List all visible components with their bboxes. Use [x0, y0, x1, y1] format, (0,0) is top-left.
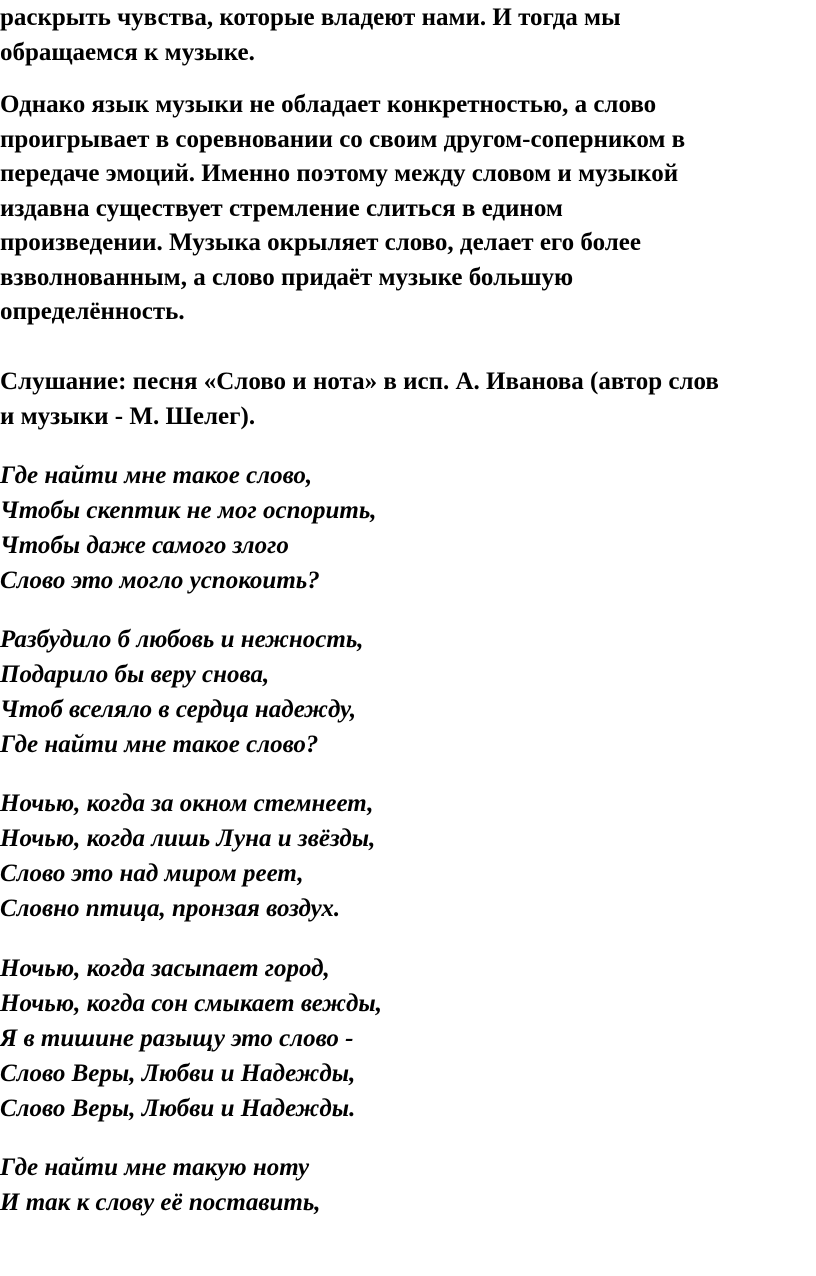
paragraph-line: издавна существует стремление слиться в едином [0, 194, 563, 222]
song-stanza-5 [0, 1150, 321, 1220]
song-stanza-2 [0, 622, 364, 762]
paragraph-line: Однако язык музыки не обладает конкретностью, а слово [0, 91, 657, 118]
verse-line: Ночью, когда сон смыкает вежды, [0, 990, 383, 1017]
verse-line: Ночью, когда лишь Луна и звёзды, [0, 825, 376, 852]
verse-line: Я в тишине разыщу это слово - [0, 1025, 354, 1052]
paragraph-line: определённость. [0, 298, 185, 325]
verse-line: Чтобы скептик не мог оспорить, [0, 497, 377, 524]
verse-line: Где найти мне такую ноту [0, 1154, 310, 1181]
paragraph-line: раскрыть чувства, которые владеют нами. И тогда мы [0, 4, 621, 31]
paragraph-line: обращаемся к музыке. [0, 38, 255, 66]
verse-line: Где найти мне такое слово, [0, 462, 313, 489]
paragraph-line: и музыки - М. Шелег). [0, 402, 256, 430]
verse-line: Подарило бы веру снова, [0, 661, 270, 688]
verse-line: Слово Веры, Любви и Надежды, [0, 1060, 356, 1087]
paragraph-language-of-music [0, 88, 685, 330]
verse-line: Словно птица, пронзая воздух. [0, 895, 341, 922]
verse-line: Слово это могло успокоить? [0, 567, 320, 594]
song-stanza-3 [0, 786, 375, 926]
verse-line: Чтоб вселяло в сердца надежду, [0, 696, 357, 723]
paragraph-line: передаче эмоций. Именно поэтому между словом и музыкой [0, 160, 679, 187]
paragraph-line: проигрывает в соревновании со своим другом-соперником в [0, 125, 686, 153]
verse-line: Разбудило б любовь и нежность, [0, 626, 364, 653]
verse-line: И так к слову её поставить, [0, 1189, 321, 1216]
song-stanza-1 [0, 458, 377, 598]
song-stanza-4 [0, 951, 382, 1126]
paragraph-listening [0, 365, 719, 434]
paragraph-line: Слушание: песня «Слово и нота» в исп. А. Иванова (автор слов [0, 368, 719, 395]
paragraph-line: взволнованным, а слово придаёт музыке большую [0, 263, 574, 291]
verse-line: Ночью, когда засыпает город, [0, 955, 330, 982]
verse-line: Где найти мне такое слово? [0, 731, 319, 758]
verse-line: Слово это над миром реет, [0, 860, 304, 887]
verse-line: Ночью, когда за окном стемнеет, [0, 790, 374, 817]
verse-line: Слово Веры, Любви и Надежды. [0, 1095, 356, 1122]
paragraph-line: произведении. Музыка окрыляет слово, делает его более [0, 229, 641, 256]
verse-line: Чтобы даже самого злого [0, 532, 289, 559]
paragraph-intro [0, 1, 621, 70]
